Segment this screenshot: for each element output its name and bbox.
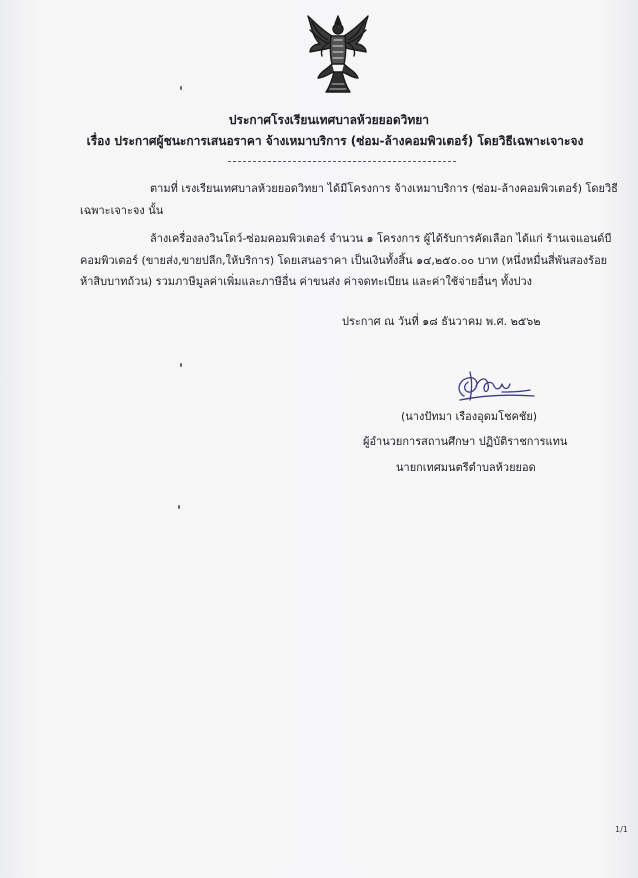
- document-title: ประกาศโรงเรียนเทศบาลห้วยยอดวิทยา: [228, 113, 430, 127]
- garuda-emblem-icon: [306, 14, 370, 96]
- paragraph2-line3: ห้าสิบบาทถ้วน) รวมภาษีมูลค่าเพิ่มและภาษีอื่น ค่าขนส่ง ค่าจดทะเบียน และค่าใช้จ่ายอื่นๆ ทั้งปวง: [80, 275, 533, 288]
- paragraph1-line2: เฉพาะเจาะจง นั้น: [80, 204, 164, 217]
- scan-speck: [178, 505, 180, 509]
- divider-line: [228, 161, 456, 162]
- signatory-authority: นายกเทศมนตรีตำบลห้วยยอด: [396, 461, 536, 474]
- signatory-name: (นางปัทมา เรืองอุดมโชคชัย): [401, 410, 538, 423]
- paragraph1-line1: ตามที่ เรงเรียนเทศบาลห้วยยอดวิทยา ได้มีโครงการ จ้างเหมาบริการ (ซ่อม-ล้างคอมพิวเตอร์) โดยวิธี: [150, 182, 618, 195]
- handwritten-signature: [450, 366, 536, 406]
- paragraph2-line1: ล้างเครื่องลงวินโดว์-ซ่อมคอมพิวเตอร์ จำนวน ๑ โครงการ ผู้ได้รับการคัดเลือก ได้แก่ ร้านเจแอนด์บี: [150, 232, 612, 245]
- document-subject: เรื่อง ประกาศผู้ชนะการเสนอราคา จ้างเหมาบริการ (ซ่อม-ล้างคอมพิวเตอร์) โดยวิธีเฉพาะเจาะจง: [86, 134, 584, 148]
- page-number: 1/1: [615, 825, 628, 834]
- signatory-position: ผู้อำนวยการสถานศึกษา ปฏิบัติราชการแทน: [363, 435, 568, 448]
- scan-speck: [180, 363, 182, 367]
- scan-speck: [180, 86, 182, 90]
- paragraph2-line2: คอมพิวเตอร์ (ขายส่ง,ขายปลีก,ให้บริการ) โดยเสนอราคา เป็นเงินทั้งสิ้น ๑๔,๒๕๐.๐๐ บาท (หนึ่งหมื่นสี่พันสองร้อย: [80, 254, 608, 267]
- announcement-date: ประกาศ ณ วันที่ ๑๘ ธันวาคม พ.ศ. ๒๕๖๒: [342, 315, 541, 328]
